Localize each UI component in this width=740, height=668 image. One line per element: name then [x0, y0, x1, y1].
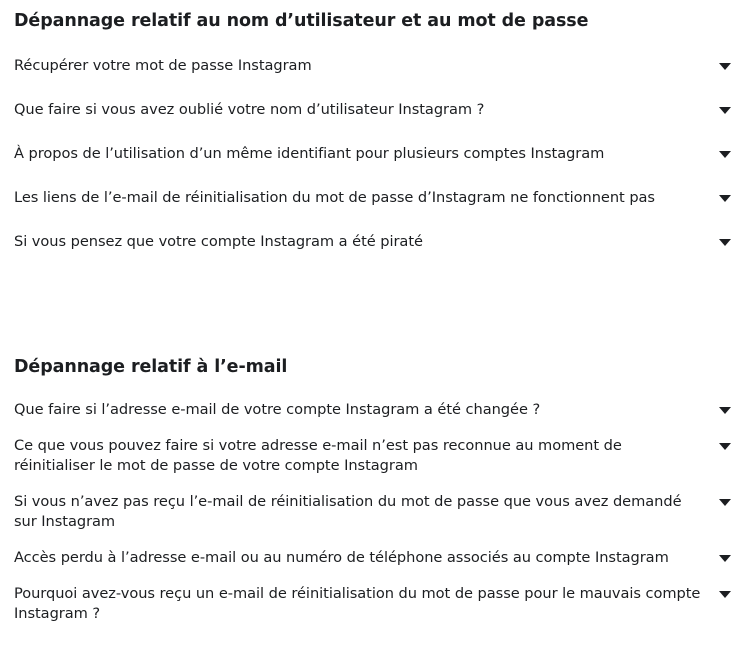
faq-item-label: Pourquoi avez-vous reçu un e-mail de réinitialisation du mot de passe pour le mauvais compte Instagram ? [14, 585, 701, 622]
chevron-down-icon[interactable] [719, 591, 731, 598]
chevron-down-icon[interactable] [719, 407, 731, 414]
chevron-down-icon[interactable] [719, 239, 731, 246]
faq-item-label: Accès perdu à l’adresse e-mail ou au numéro de téléphone associés au compte Instagram [14, 549, 669, 566]
chevron-down-icon[interactable] [719, 107, 731, 114]
faq-item-reset-links-broken[interactable] [14, 188, 734, 232]
faq-item-email-changed[interactable] [14, 400, 734, 436]
faq-item-label: Que faire si l’adresse e-mail de votre compte Instagram a été changée ? [14, 401, 541, 418]
chevron-down-icon[interactable] [719, 63, 731, 70]
faq-item-label: Si vous n’avez pas reçu l’e-mail de réinitialisation du mot de passe que vous avez demandé sur Instagram [14, 493, 682, 530]
faq-item-email-not-recognized[interactable] [14, 436, 734, 492]
faq-item-reset-email-wrong-account[interactable] [14, 584, 734, 640]
faq-item-forgot-username[interactable] [14, 100, 734, 144]
faq-item-label: Ce que vous pouvez faire si votre adresse e-mail n’est pas reconnue au moment de réinitialiser le mot de passe de votre compte Instagram [14, 437, 622, 474]
faq-item-hacked-account[interactable] [14, 232, 734, 276]
chevron-down-icon[interactable] [719, 195, 731, 202]
chevron-down-icon[interactable] [719, 555, 731, 562]
chevron-down-icon[interactable] [719, 443, 731, 450]
section-title: Dépannage relatif à l’e-mail [14, 357, 288, 377]
section-title: Dépannage relatif au nom d’utilisateur et au mot de passe [14, 11, 589, 31]
section-username-password [14, 8, 734, 276]
faq-item-label: Que faire si vous avez oublié votre nom d’utilisateur Instagram ? [14, 101, 485, 118]
faq-item-recover-password[interactable] [14, 56, 734, 100]
faq-item-lost-email-phone-access[interactable] [14, 548, 734, 584]
section-email [14, 354, 734, 640]
chevron-down-icon[interactable] [719, 151, 731, 158]
faq-list [14, 56, 734, 276]
faq-item-label: À propos de l’utilisation d’un même identifiant pour plusieurs comptes Instagram [14, 145, 605, 162]
faq-item-label: Les liens de l’e-mail de réinitialisation du mot de passe d’Instagram ne fonctionnent pas [14, 189, 655, 206]
faq-item-label: Récupérer votre mot de passe Instagram [14, 57, 312, 74]
faq-item-label: Si vous pensez que votre compte Instagram a été piraté [14, 233, 423, 250]
faq-item-reset-email-not-received[interactable] [14, 492, 734, 548]
faq-list [14, 400, 734, 640]
chevron-down-icon[interactable] [719, 499, 731, 506]
faq-item-shared-login[interactable] [14, 144, 734, 188]
